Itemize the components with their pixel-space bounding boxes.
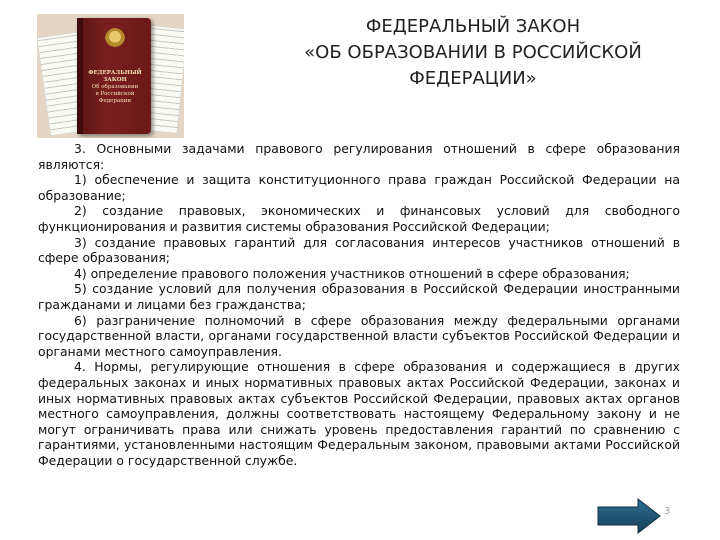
law-paragraph: 2) создание правовых, экономических и финансовых условий для свободного функционирования и развития системы образования Российской Федерации;: [38, 203, 680, 234]
law-paragraph: 6) разграничение полномочий в сфере образования между федеральными органами государственной власти, органами государственной власти субъектов Российской Федерации и органами местного самоуправления.: [38, 312, 680, 359]
law-paragraph: 4) определение правового положения участников отношений в сфере образования;: [74, 265, 630, 281]
book-cover: [77, 18, 151, 134]
law-paragraph: 1) обеспечение и защита конституционного права граждан Российской Федерации на образование;: [38, 172, 680, 203]
book-cover-title: ФЕДЕРАЛЬНЫЙ ЗАКОН Об образовании в Российской Федерации: [88, 70, 142, 104]
page-number: 3: [664, 506, 671, 517]
law-paragraph: 3. Основными задачами правового регулирования отношений в сфере образования являются:: [38, 141, 680, 172]
law-paragraph: 3) создание правовых гарантий для согласования интересов участников отношений в сфере образования;: [38, 234, 680, 266]
law-text: [38, 141, 680, 468]
law-paragraph: 4. Нормы, регулирующие отношения в сфере образования и содержащиеся в других федеральных законах и иных нормативных правовых актах Российской Федерации, законах и иных нормативных правовых актах субъектов Российской Федерации, правовых актах органов местного самоуправления, должны соответствовать настоящему Федеральному закону и не могут ограничивать права или снижать уровень предоставления гарантий по сравнению с гарантиями, установленными настоящим Федеральным законом, правовыми актами Российской Федерации о государственной службе.: [38, 359, 680, 468]
next-slide-button[interactable]: [596, 498, 662, 534]
law-paragraph: 5) создание условий для получения образования в Российской Федерации иностранными гражданами и лицами без гражданства;: [38, 281, 680, 312]
slide-title-line: ФЕДЕРАЦИИ»: [409, 68, 537, 89]
coat-of-arms-icon: [105, 28, 125, 50]
arrow-right-icon: [596, 498, 662, 534]
slide-title: [232, 14, 714, 92]
slide-title-line: ФЕДЕРАЛЬНЫЙ ЗАКОН: [365, 16, 581, 37]
law-book-image: [37, 14, 184, 138]
slide-title-line: «ОБ ОБРАЗОВАНИИ В РОССИЙСКОЙ: [304, 42, 642, 63]
